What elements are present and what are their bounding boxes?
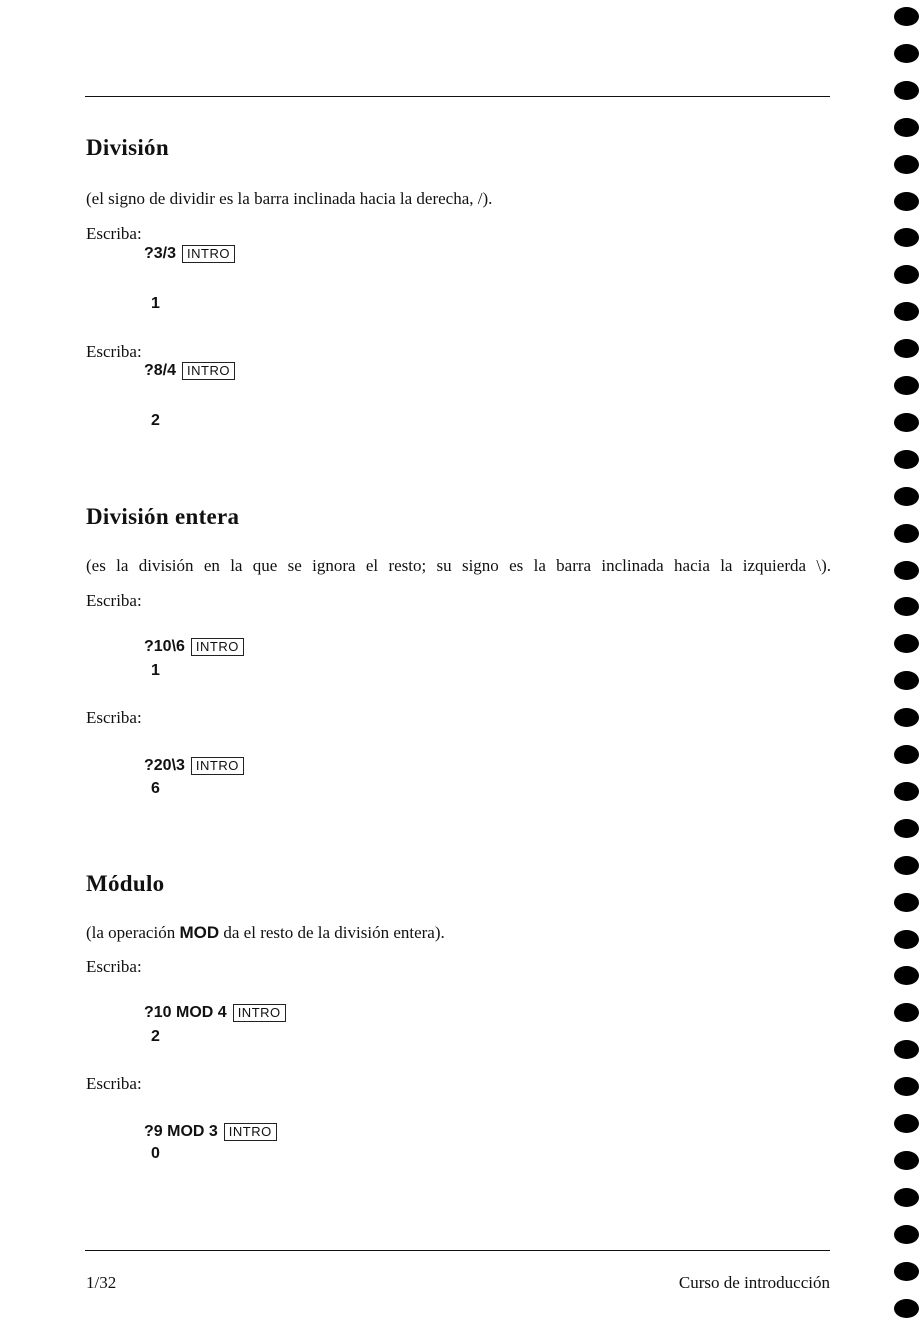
binding-hole-icon [894,1040,919,1059]
example-result: 0 [151,1145,160,1162]
binding-hole-icon [894,192,919,211]
example-prompt: Escriba: [86,342,142,361]
example-prompt: Escriba: [86,1074,142,1093]
section-heading-division-entera: División entera [86,504,240,529]
example-prompt: Escriba: [86,224,142,243]
binding-hole-icon [894,1188,919,1207]
binding-hole-icon [894,856,919,875]
mod-keyword: MOD [179,923,220,942]
intro-text-after: da el resto de la división entera). [223,923,445,942]
command-text: ?3/3 [144,245,177,262]
binding-hole-icon [894,524,919,543]
example-command [144,638,244,656]
binding-hole-icon [894,893,919,912]
example-result: 1 [151,295,160,312]
command-text: ?8/4 [144,362,177,379]
example-command [144,245,235,263]
intro-key-icon: INTRO [224,1123,277,1141]
binding-hole-icon [894,228,919,247]
intro-key-icon: INTRO [182,362,235,380]
binding-hole-icon [894,265,919,284]
binding-hole-icon [894,339,919,358]
intro-key-icon: INTRO [191,638,244,656]
top-rule [85,96,830,97]
binding-hole-icon [894,81,919,100]
intro-key-icon: INTRO [182,245,235,263]
book-title: Curso de introducción [678,1273,830,1292]
binding-hole-icon [894,155,919,174]
binding-hole-icon [894,745,919,764]
binding-hole-icon [894,1003,919,1022]
binding-hole-icon [894,1262,919,1281]
intro-key-icon: INTRO [191,757,244,775]
binding-hole-icon [894,966,919,985]
binding-hole-icon [894,302,919,321]
section-intro-division-entera: (es la división en la que se ignora el resto; su signo es la barra inclinada hacia la izquierda \). [86,556,831,575]
binding-hole-icon [894,930,919,949]
section-intro-modulo [86,923,445,943]
binding-hole-icon [894,450,919,469]
binding-hole-icon [894,671,919,690]
example-result: 1 [151,662,160,679]
command-text: ?9 MOD 3 [144,1123,218,1140]
binding-hole-icon [894,634,919,653]
binding-hole-icon [894,561,919,580]
command-text: ?10 MOD 4 [144,1004,227,1021]
binding-hole-icon [894,1114,919,1133]
example-prompt: Escriba: [86,957,142,976]
example-command [144,1004,286,1022]
binding-hole-icon [894,7,919,26]
example-command [144,362,235,380]
binding-hole-icon [894,1299,919,1318]
binding-hole-icon [894,782,919,801]
example-prompt: Escriba: [86,591,142,610]
binding-hole-icon [894,1151,919,1170]
spiral-binding [892,0,924,1334]
binding-hole-icon [894,1077,919,1096]
example-result: 6 [151,780,160,797]
binding-hole-icon [894,118,919,137]
binding-hole-icon [894,487,919,506]
example-command [144,757,244,775]
intro-text-before: (la operación [86,923,176,942]
example-command [144,1123,277,1141]
binding-hole-icon [894,708,919,727]
example-result: 2 [151,412,160,429]
page-number: 1/32 [86,1273,117,1292]
binding-hole-icon [894,413,919,432]
binding-hole-icon [894,1225,919,1244]
example-result: 2 [151,1028,160,1045]
bottom-rule [85,1250,830,1251]
section-heading-division: División [86,135,169,160]
command-text: ?10\6 [144,638,185,655]
intro-key-icon: INTRO [233,1004,286,1022]
binding-hole-icon [894,376,919,395]
command-text: ?20\3 [144,757,185,774]
binding-hole-icon [894,597,919,616]
section-intro-division: (el signo de dividir es la barra inclinada hacia la derecha, /). [86,189,493,208]
binding-hole-icon [894,819,919,838]
section-heading-modulo: Módulo [86,871,165,896]
binding-hole-icon [894,44,919,63]
example-prompt: Escriba: [86,708,142,727]
